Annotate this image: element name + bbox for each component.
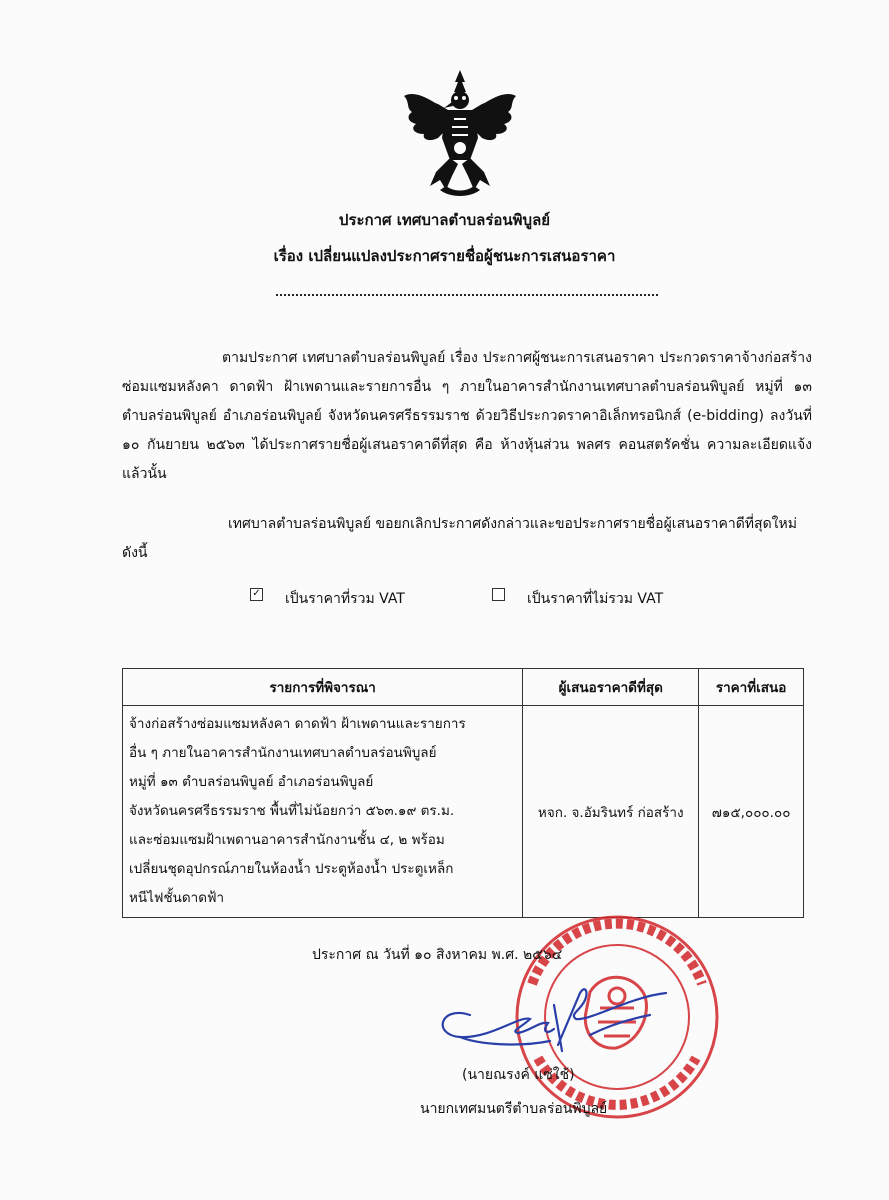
item-line: จังหวัดนครศรีธรรมราช พื้นที่ไม่น้อยกว่า ๕๖๓.๑๙ ตร.ม. — [129, 803, 455, 819]
vat-excluded-label: เป็นราคาที่ไม่รวม VAT — [527, 591, 664, 607]
body-paragraph-2: เทศบาลตำบลร่อนพิบูลย์ ขอยกเลิกประกาศดังกล่าวและขอประกาศรายชื่อผู้เสนอราคาดีที่สุดใหม่ดังนี้ — [122, 516, 797, 561]
signature-mark — [430, 975, 670, 1065]
header-item: รายการที่พิจารณา — [123, 669, 523, 706]
bidder-cell: หจก. จ.อัมรินทร์ ก่อสร้าง — [523, 706, 699, 918]
announcement-date: ประกาศ ณ วันที่ ๑๐ สิงหาคม พ.ศ. ๒๕๖๔ — [312, 947, 563, 963]
signer-name: (นายณรงค์ แซ่ใช้) — [462, 1067, 575, 1083]
award-table — [122, 668, 804, 918]
vat-excluded-checkbox — [492, 588, 505, 601]
table-header-row — [123, 669, 804, 706]
vat-excluded-option — [492, 588, 663, 610]
dotted-divider — [276, 294, 658, 296]
garuda-emblem-icon — [400, 68, 520, 200]
vat-included-label: เป็นราคาที่รวม VAT — [285, 591, 405, 607]
item-line: และซ่อมแซมฝ้าเพดานอาคารสำนักงานชั้น ๔, ๒ พร้อม — [129, 832, 445, 848]
price-cell: ๗๑๕,๐๐๐.๐๐ — [699, 706, 804, 918]
announcement-subject: เรื่อง เปลี่ยนแปลงประกาศรายชื่อผู้ชนะการเสนอราคา — [273, 247, 616, 265]
header-price: ราคาที่เสนอ — [699, 669, 804, 706]
body-paragraph-1: ตามประกาศ เทศบาลตำบลร่อนพิบูลย์ เรื่อง ประกาศผู้ชนะการเสนอราคา ประกวดราคาจ้างก่อสร้างซ่อมแซมหลังคา ดาดฟ้า ฝ้าเพดานและรายการอื่น ๆ ภายในอาคารสำนักงานเทศบาลตำบลร่อนพิบูลย์ หมู่ที่ ๑๓ ตำบลร่อนพิบูลย์ อำเภอร่อนพิบูลย์ จังหวัดนครศรีธรรมราช ด้วยวิธีประกวดราคาอิเล็กทรอนิกส์ (e-bidding) ลงวันที่ ๑๐ กันยายน ๒๕๖๓ ได้ประกาศรายชื่อผู้เสนอราคาดีที่สุด คือ ห้างหุ้นส่วน พลศร คอนสตรัคชั่น ความละเอียดแจ้งแล้วนั้น — [122, 350, 812, 482]
item-line: อื่น ๆ ภายในอาคารสำนักงานเทศบาลตำบลร่อนพิบูลย์ — [129, 745, 437, 761]
item-cell — [123, 706, 523, 918]
item-line: หนีไฟชั้นดาดฟ้า — [129, 890, 225, 906]
announcement-title: ประกาศ เทศบาลตำบลร่อนพิบูลย์ — [338, 211, 551, 229]
item-line: เปลี่ยนชุดอุปกรณ์ภายในห้องน้ำ ประตูห้องน้ำ ประตูเหล็ก — [129, 861, 454, 877]
item-line: หมู่ที่ ๑๓ ตำบลร่อนพิบูลย์ อำเภอร่อนพิบูลย์ — [129, 774, 374, 790]
table-row — [123, 706, 804, 918]
vat-included-option — [250, 588, 405, 610]
signer-position: นายกเทศมนตรีตำบลร่อนพิบูลย์ — [420, 1101, 608, 1117]
vat-included-checkbox: ✓ — [250, 588, 263, 601]
header-bidder: ผู้เสนอราคาดีที่สุด — [523, 669, 699, 706]
item-line: จ้างก่อสร้างซ่อมแซมหลังคา ดาดฟ้า ฝ้าเพดานและรายการ — [129, 716, 466, 732]
